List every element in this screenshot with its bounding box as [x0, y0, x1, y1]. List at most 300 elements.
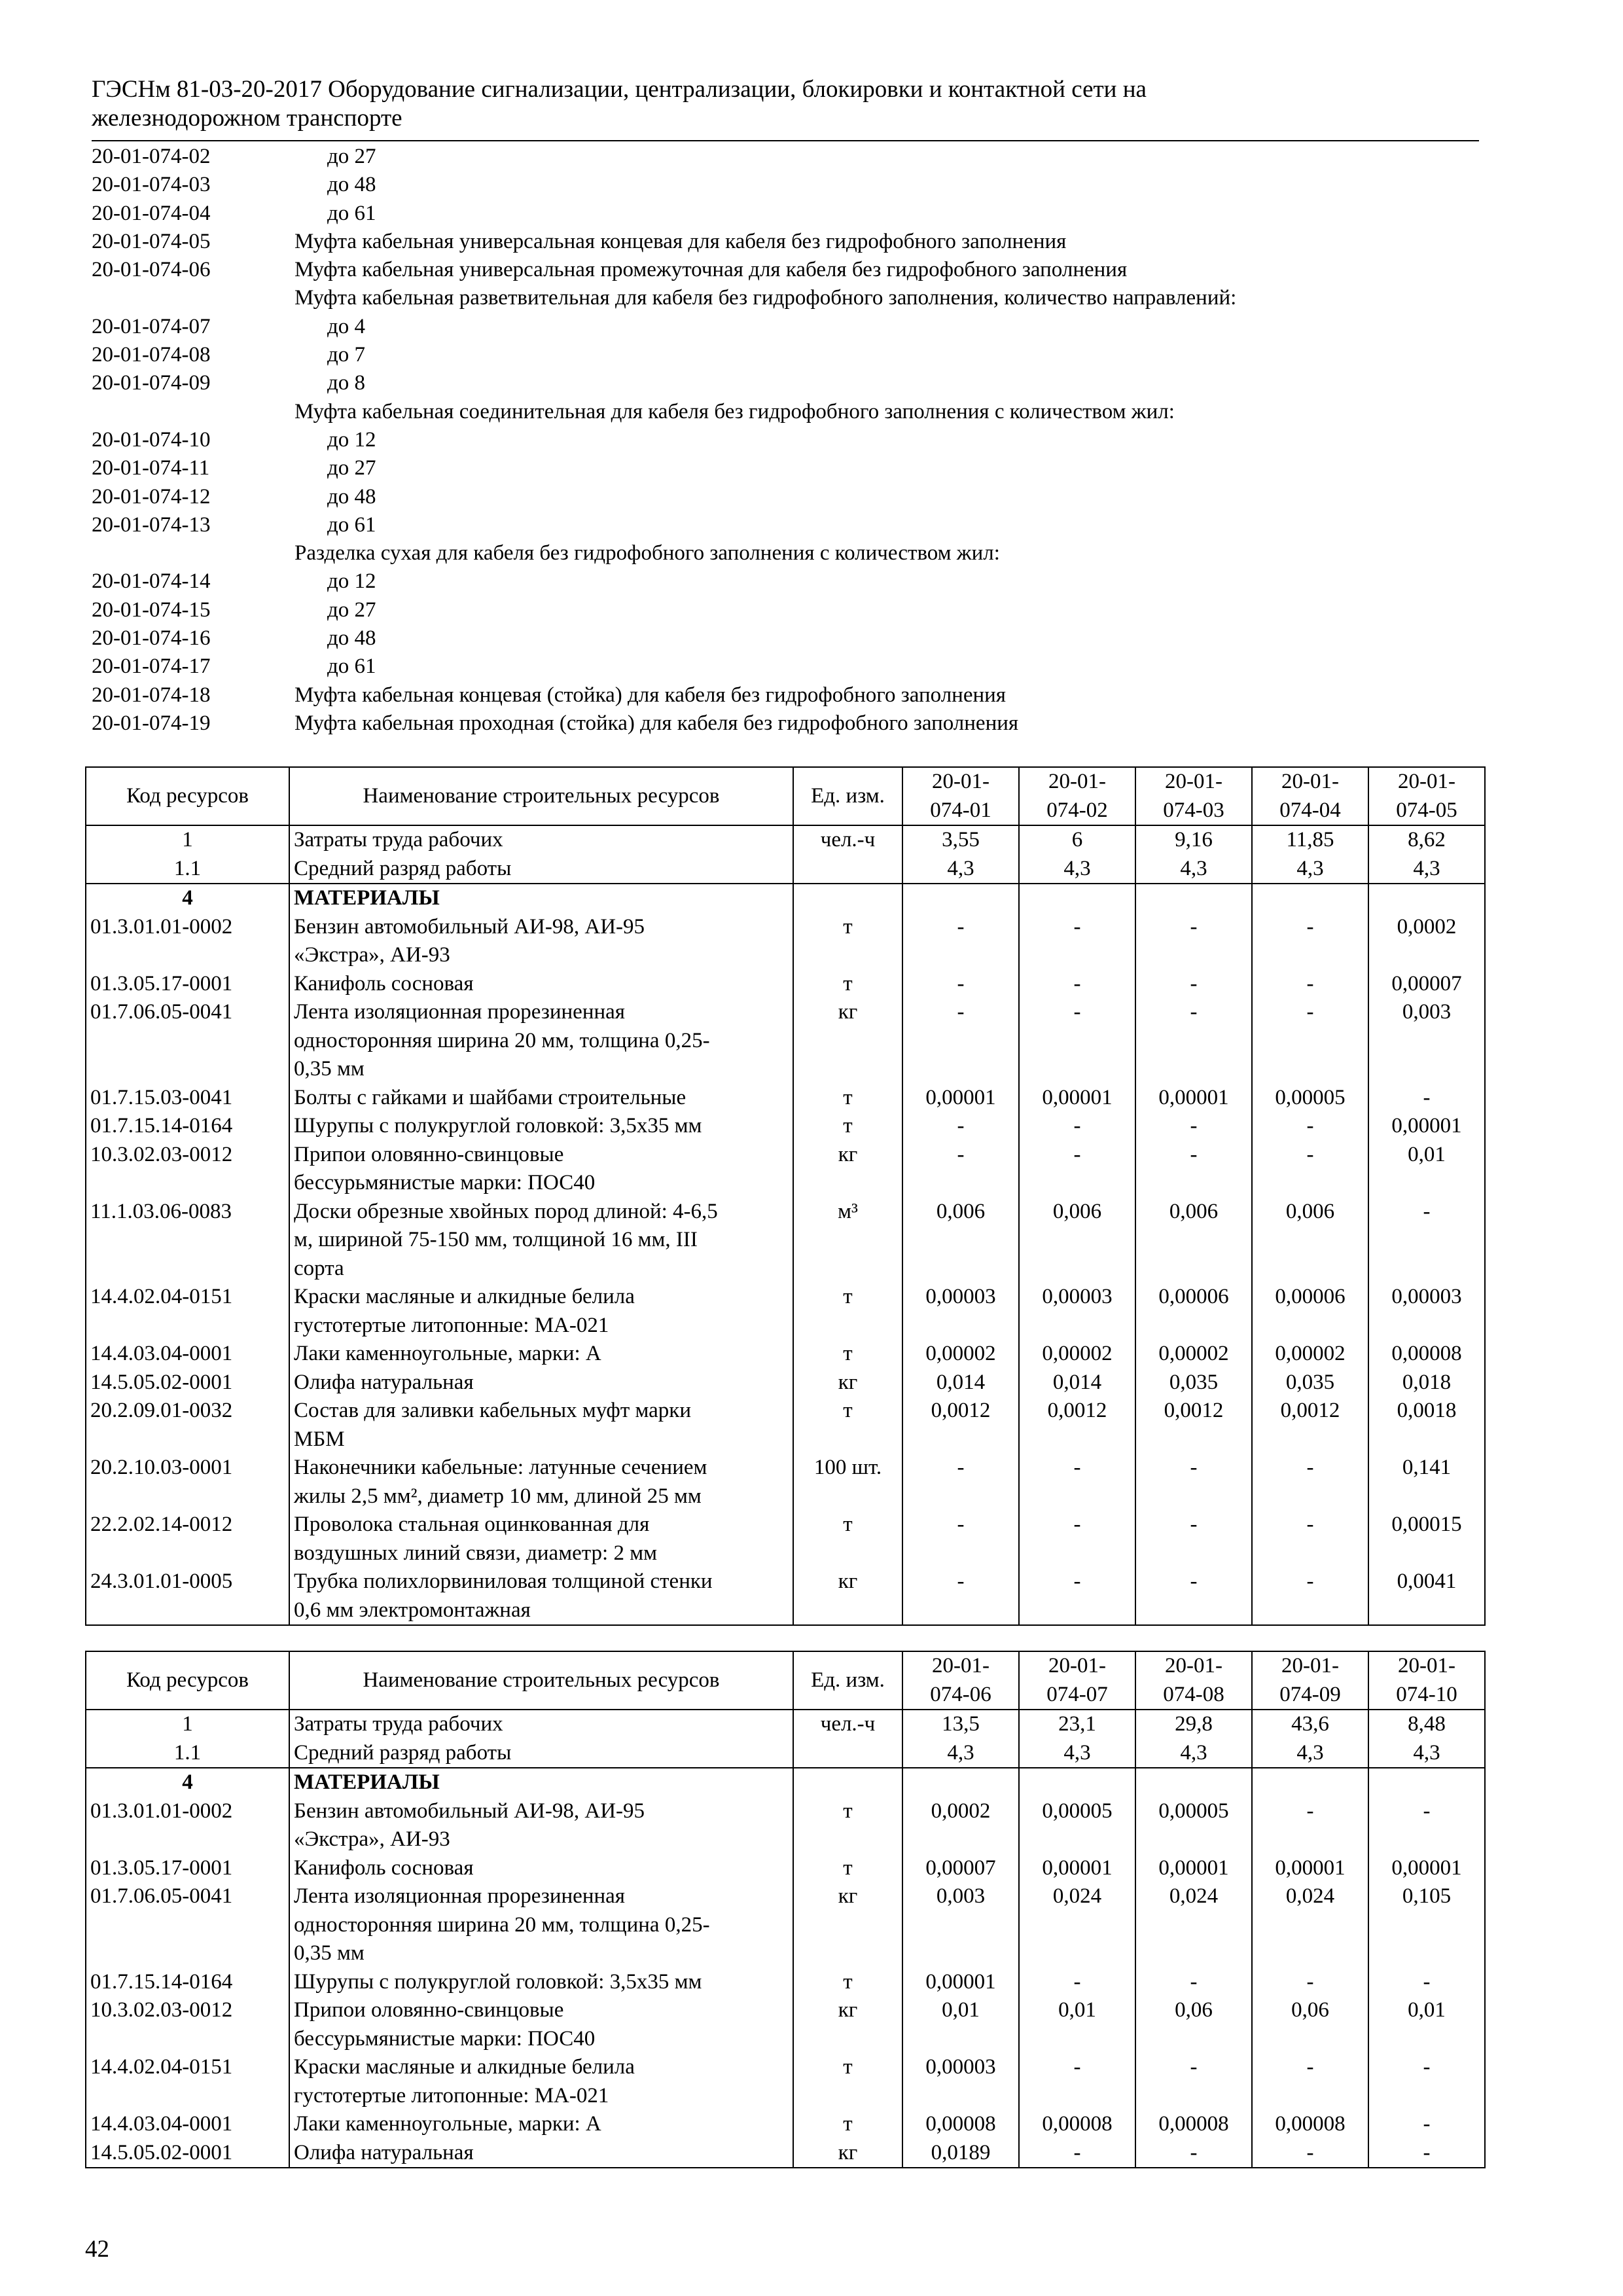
work-name: до 7 [327, 343, 366, 367]
resource-name-line: 0,35 мм [294, 1057, 365, 1081]
resource-value: 0,00007 [1368, 970, 1485, 999]
resource-value: 0,00005 [1135, 1797, 1252, 1854]
column-code-line-1: 20-01- [932, 1654, 990, 1677]
resource-unit [793, 855, 902, 884]
resource-value: - [1135, 1968, 1252, 1997]
resource-code: 1.1 [86, 1739, 289, 1768]
resource-name-line: Олифа натуральная [294, 1370, 474, 1394]
table-row [86, 970, 1485, 999]
resource-value: 0,018 [1368, 1369, 1485, 1397]
resource-name [289, 2139, 793, 2168]
resource-value: 9,16 [1135, 825, 1252, 855]
resource-value: - [902, 1454, 1019, 1511]
column-code-line-2: 074-05 [1396, 798, 1457, 822]
work-code: 20-01-074-08 [92, 343, 211, 367]
work-name: Муфта кабельная универсальная промежуточная для кабеля без гидрофобного заполнения [294, 258, 1128, 282]
resource-value: - [1135, 1112, 1252, 1141]
resource-value: 0,00003 [902, 1283, 1019, 1340]
resource-name-line: Канифоль сосновая [294, 1856, 474, 1880]
table-row [86, 1112, 1485, 1141]
resource-value: - [1019, 1968, 1135, 1997]
table-row [86, 1568, 1485, 1625]
resource-value: 0,006 [1135, 1198, 1252, 1283]
resource-name-line: МБМ [294, 1427, 345, 1451]
work-name: Муфта кабельная универсальная концевая для кабеля без гидрофобного заполнения [294, 229, 1067, 253]
resource-value: 0,0012 [1019, 1397, 1135, 1454]
resource-value: 0,00001 [1252, 1854, 1368, 1883]
table-row [86, 1084, 1485, 1113]
work-name: до 27 [327, 145, 376, 168]
resource-name-line: Шурупы с полукруглой головкой: 3,5х35 мм [294, 1969, 702, 1994]
resource-value: 0,00008 [1252, 2110, 1368, 2139]
resource-value: - [1252, 1797, 1368, 1854]
table-row [86, 1968, 1485, 1997]
resource-value: 0,00003 [902, 2053, 1019, 2110]
resource-name [289, 1198, 793, 1283]
table-row [86, 1882, 1485, 1968]
resource-name-line: МАТЕРИАЛЫ [294, 1770, 440, 1794]
resource-value: 0,00001 [1368, 1854, 1485, 1883]
resource-value: - [1019, 1568, 1135, 1625]
column-code-line-2: 074-06 [930, 1682, 991, 1706]
resource-value: 6 [1019, 825, 1135, 855]
work-item [92, 653, 1479, 681]
resource-name-line: жилы 2,5 мм², диаметр 10 мм, длиной 25 мм [294, 1484, 702, 1508]
header-column [1368, 767, 1485, 825]
resource-value: - [1135, 998, 1252, 1084]
resource-name [289, 1968, 793, 1997]
resource-value: 0,006 [1019, 1198, 1135, 1283]
work-item [92, 143, 1479, 171]
resource-code: 01.7.15.03-0041 [86, 1084, 289, 1113]
resource-value: 0,0002 [902, 1797, 1019, 1854]
resource-name [289, 1882, 793, 1968]
resource-code: 01.7.06.05-0041 [86, 998, 289, 1084]
work-name: до 61 [327, 655, 376, 679]
column-code-line-2: 074-07 [1046, 1682, 1108, 1706]
column-code-line-2: 074-02 [1046, 798, 1108, 822]
resource-unit [793, 1739, 902, 1768]
resource-name-line: м, шириной 75-150 мм, толщиной 16 мм, III [294, 1228, 698, 1251]
resource-unit [793, 1768, 902, 1797]
resource-value: 0,003 [902, 1882, 1019, 1968]
resource-unit: кг [793, 1882, 902, 1968]
resource-code: 01.3.01.01-0002 [86, 913, 289, 970]
work-item [92, 313, 1479, 341]
resource-value: - [902, 1112, 1019, 1141]
resource-value: 4,3 [1252, 855, 1368, 884]
works-list [92, 143, 1479, 738]
table-row [86, 2053, 1485, 2110]
resource-value [1368, 1768, 1485, 1797]
resource-value: 0,00005 [1019, 1797, 1135, 1854]
header-column [1252, 1651, 1368, 1710]
resource-name-line: Состав для заливки кабельных муфт марки [294, 1399, 691, 1422]
resource-value: 11,85 [1252, 825, 1368, 855]
column-code-line-2: 074-09 [1279, 1682, 1341, 1706]
resource-unit: 100 шт. [793, 1454, 902, 1511]
resource-unit: чел.-ч [793, 825, 902, 855]
work-code: 20-01-074-17 [92, 655, 211, 679]
resource-value: - [902, 1568, 1019, 1625]
work-item [92, 624, 1479, 653]
resource-value [1019, 1768, 1135, 1797]
resource-unit: т [793, 970, 902, 999]
resources-table-2 [85, 1651, 1486, 2168]
resource-value: 0,06 [1252, 1996, 1368, 2053]
resource-value: 4,3 [1135, 855, 1252, 884]
table-row [86, 1854, 1485, 1883]
work-name: Муфта кабельная разветвительная для кабеля без гидрофобного заполнения, количество направлений: [294, 286, 1237, 310]
table-row [86, 1283, 1485, 1340]
work-name: Муфта кабельная соединительная для кабеля без гидрофобного заполнения с количеством жил: [294, 399, 1175, 423]
resource-code: 4 [86, 884, 289, 913]
resource-value: - [1019, 998, 1135, 1084]
resource-value: 0,0189 [902, 2139, 1019, 2168]
resource-name-line: Бензин автомобильный АИ-98, АИ-95 [294, 1799, 645, 1823]
resource-code: 01.7.06.05-0041 [86, 1882, 289, 1968]
resource-value: - [1135, 2139, 1252, 2168]
table-row [86, 855, 1485, 884]
resource-value: - [1252, 1511, 1368, 1568]
resource-unit: т [793, 913, 902, 970]
work-code: 20-01-074-16 [92, 626, 211, 651]
resource-unit: т [793, 1968, 902, 1997]
resource-value: - [1135, 1141, 1252, 1198]
table-header-row [86, 1651, 1485, 1710]
resource-value: - [1019, 2139, 1135, 2168]
resource-value: 0,006 [902, 1198, 1019, 1283]
header-unit: Ед. изм. [793, 1651, 902, 1710]
resource-name-line: Болты с гайками и шайбами строительные [294, 1085, 687, 1109]
table-row [86, 1768, 1485, 1797]
resource-unit: кг [793, 1141, 902, 1198]
header-name: Наименование строительных ресурсов [289, 1651, 793, 1710]
resource-unit [793, 884, 902, 913]
resource-value: 0,00003 [1368, 1283, 1485, 1340]
resource-value: - [1252, 2053, 1368, 2110]
resource-value: - [1252, 970, 1368, 999]
resource-code: 10.3.02.03-0012 [86, 1996, 289, 2053]
resource-name-line: «Экстра», АИ-93 [294, 943, 450, 967]
resource-name-line: Проволока стальная оцинкованная для [294, 1513, 650, 1536]
resource-code: 1.1 [86, 855, 289, 884]
table-row [86, 1797, 1485, 1854]
work-code: 20-01-074-02 [92, 145, 211, 168]
resource-value [1135, 884, 1252, 913]
table-row [86, 1198, 1485, 1283]
resource-value: - [1019, 1511, 1135, 1568]
work-name: до 27 [327, 598, 376, 622]
resource-value: 0,01 [902, 1996, 1019, 2053]
resource-value: 0,00007 [902, 1854, 1019, 1883]
header-column [902, 1651, 1019, 1710]
resource-name [289, 1768, 793, 1797]
resource-name [289, 913, 793, 970]
resource-value: 0,00001 [902, 1084, 1019, 1113]
resource-name-line: Затраты труда рабочих [294, 1712, 503, 1736]
work-code: 20-01-074-06 [92, 258, 211, 282]
page-header [92, 75, 1479, 133]
resource-value: 4,3 [1135, 1739, 1252, 1768]
resource-name [289, 1340, 793, 1369]
resource-value: 0,003 [1368, 998, 1485, 1084]
resource-name-line: Лента изоляционная прорезиненная [294, 1000, 625, 1024]
resource-name [289, 825, 793, 855]
resource-value: 0,00006 [1135, 1283, 1252, 1340]
column-code-line-2: 074-08 [1163, 1682, 1224, 1706]
resource-name-line: односторонняя ширина 20 мм, толщина 0,25- [294, 1912, 710, 1937]
resource-name-line: Доски обрезные хвойных пород длиной: 4-6,5 [294, 1199, 718, 1223]
resource-name [289, 1568, 793, 1625]
resource-value: 0,0018 [1368, 1397, 1485, 1454]
resource-value: 43,6 [1252, 1710, 1368, 1739]
resource-unit: т [793, 1797, 902, 1854]
resource-name-line: густотертые литопонные: МА-021 [294, 1313, 609, 1337]
work-code: 20-01-074-11 [92, 456, 210, 480]
work-name: до 8 [327, 371, 366, 395]
resource-unit: т [793, 2110, 902, 2139]
resource-value [1135, 1768, 1252, 1797]
column-code-line-2: 074-04 [1279, 798, 1341, 822]
work-name: до 61 [327, 201, 376, 225]
work-item [92, 369, 1479, 397]
work-name: Муфта кабельная проходная (стойка) для кабеля без гидрофобного заполнения [294, 711, 1019, 735]
table-row [86, 1369, 1485, 1397]
resource-name-line: Припои оловянно-свинцовые [294, 1998, 564, 2022]
resource-unit: т [793, 1511, 902, 1568]
table-row [86, 1397, 1485, 1454]
resource-value: 0,06 [1135, 1996, 1252, 2053]
resource-value: 0,00003 [1019, 1283, 1135, 1340]
resource-value: 0,00002 [902, 1340, 1019, 1369]
resource-name-line: Средний разряд работы [294, 856, 512, 880]
header-column [1252, 767, 1368, 825]
resource-name [289, 998, 793, 1084]
resource-name [289, 1112, 793, 1141]
resource-code: 01.3.05.17-0001 [86, 1854, 289, 1883]
resource-value: 29,8 [1135, 1710, 1252, 1739]
resource-name [289, 1397, 793, 1454]
resource-unit: т [793, 1340, 902, 1369]
resource-value: 4,3 [902, 855, 1019, 884]
resource-name-line: Шурупы с полукруглой головкой: 3,5х35 мм [294, 1114, 702, 1138]
resource-value: 0,024 [1019, 1882, 1135, 1968]
resource-name [289, 1511, 793, 1568]
work-name: Муфта кабельная концевая (стойка) для кабеля без гидрофобного заполнения [294, 683, 1006, 707]
work-code: 20-01-074-19 [92, 711, 211, 735]
header-name: Наименование строительных ресурсов [289, 767, 793, 825]
work-code: 20-01-074-03 [92, 173, 211, 197]
resource-name [289, 855, 793, 884]
resource-value: 0,105 [1368, 1882, 1485, 1968]
work-item [92, 200, 1479, 228]
resource-value: - [1252, 1454, 1368, 1511]
resource-value: 0,00001 [1019, 1854, 1135, 1883]
resource-name-line: Краски масляные и алкидные белила [294, 2055, 635, 2079]
resource-value: - [902, 913, 1019, 970]
resource-value: 0,014 [1019, 1369, 1135, 1397]
resource-value: 0,006 [1252, 1198, 1368, 1283]
resource-code: 10.3.02.03-0012 [86, 1141, 289, 1198]
resource-value: - [1019, 913, 1135, 970]
resource-name-line: односторонняя ширина 20 мм, толщина 0,25- [294, 1028, 710, 1052]
resource-value: 0,0012 [1252, 1397, 1368, 1454]
work-name: до 48 [327, 173, 376, 197]
resource-value: 0,00002 [1019, 1340, 1135, 1369]
resource-unit: т [793, 1854, 902, 1883]
resource-value: - [1135, 970, 1252, 999]
resource-value: - [902, 970, 1019, 999]
column-code-line-1: 20-01- [932, 770, 990, 793]
resource-value: 0,00002 [1135, 1340, 1252, 1369]
resource-value: 13,5 [902, 1710, 1019, 1739]
resource-value: 8,62 [1368, 825, 1485, 855]
work-item [92, 341, 1479, 369]
table-row [86, 1996, 1485, 2053]
work-item [92, 681, 1479, 709]
header-title-line-2: железнодорожном транспорте [92, 105, 402, 132]
resource-code: 24.3.01.01-0005 [86, 1568, 289, 1625]
resource-value: 4,3 [1368, 1739, 1485, 1768]
resource-code: 22.2.02.14-0012 [86, 1511, 289, 1568]
work-item [92, 539, 1479, 567]
resource-unit: кг [793, 2139, 902, 2168]
header-rule [92, 140, 1479, 141]
resource-code: 14.4.03.04-0001 [86, 1340, 289, 1369]
resource-value: - [1368, 2110, 1485, 2139]
resource-value: 0,01 [1368, 1141, 1485, 1198]
resource-value: 0,00001 [1135, 1084, 1252, 1113]
resource-code: 20.2.09.01-0032 [86, 1397, 289, 1454]
resource-value: 4,3 [1019, 1739, 1135, 1768]
resource-code: 14.5.05.02-0001 [86, 2139, 289, 2168]
resource-value: - [902, 998, 1019, 1084]
resource-value: 0,00008 [1368, 1340, 1485, 1369]
resource-value: 0,0012 [902, 1397, 1019, 1454]
resource-value: 4,3 [902, 1739, 1019, 1768]
resource-value: 4,3 [1368, 855, 1485, 884]
resource-value: 4,3 [1019, 855, 1135, 884]
resource-value: - [1368, 2139, 1485, 2168]
work-code: 20-01-074-18 [92, 683, 211, 707]
resource-name-line: бессурьмянистые марки: ПОС40 [294, 2026, 596, 2051]
header-column [1019, 1651, 1135, 1710]
table-row [86, 1340, 1485, 1369]
resource-value: - [1252, 1968, 1368, 1997]
header-column [1135, 767, 1252, 825]
work-item [92, 256, 1479, 284]
table-row [86, 1739, 1485, 1768]
resource-value: - [1019, 970, 1135, 999]
resource-value: - [1135, 1454, 1252, 1511]
resource-value: 0,00008 [902, 2110, 1019, 2139]
resource-name [289, 1369, 793, 1397]
resource-name [289, 2110, 793, 2139]
resource-code: 14.4.02.04-0151 [86, 1283, 289, 1340]
work-item [92, 709, 1479, 738]
resource-code: 14.4.03.04-0001 [86, 2110, 289, 2139]
resource-value: - [902, 1511, 1019, 1568]
resource-value: 3,55 [902, 825, 1019, 855]
header-code: Код ресурсов [86, 767, 289, 825]
resources-table-1 [85, 766, 1486, 1626]
resource-value [1252, 1768, 1368, 1797]
resource-code: 4 [86, 1768, 289, 1797]
resource-code: 14.4.02.04-0151 [86, 2053, 289, 2110]
resource-value: - [1019, 2053, 1135, 2110]
column-code-line-1: 20-01- [1281, 770, 1339, 793]
column-code-line-2: 074-03 [1163, 798, 1224, 822]
resource-unit: кг [793, 1369, 902, 1397]
resource-unit: кг [793, 998, 902, 1084]
resource-value: 0,024 [1252, 1882, 1368, 1968]
table-row [86, 913, 1485, 970]
column-code-line-1: 20-01- [1281, 1654, 1339, 1677]
resource-unit: т [793, 2053, 902, 2110]
page-number: 42 [85, 2236, 109, 2263]
resource-value: - [1135, 1568, 1252, 1625]
work-code: 20-01-074-07 [92, 314, 211, 338]
column-code-line-1: 20-01- [1398, 1654, 1455, 1677]
resource-code: 01.7.15.14-0164 [86, 1112, 289, 1141]
resource-value: 0,00001 [1135, 1854, 1252, 1883]
resource-name-line: Наконечники кабельные: латунные сечением [294, 1456, 707, 1479]
resource-value [902, 1768, 1019, 1797]
resource-value: - [1135, 1511, 1252, 1568]
resource-value: 0,00001 [1019, 1084, 1135, 1113]
resource-name-line: МАТЕРИАЛЫ [294, 886, 440, 910]
work-name: до 4 [327, 314, 366, 338]
resource-code: 1 [86, 1710, 289, 1739]
resource-value: - [1252, 913, 1368, 970]
resource-name-line: Олифа натуральная [294, 2140, 474, 2164]
work-item [92, 483, 1479, 511]
column-code-line-1: 20-01- [1398, 770, 1455, 793]
resource-value: - [1368, 1084, 1485, 1113]
header-code: Код ресурсов [86, 1651, 289, 1710]
work-code: 20-01-074-09 [92, 371, 211, 395]
work-name: до 48 [327, 626, 376, 651]
resource-name [289, 1283, 793, 1340]
resource-value: - [1368, 2053, 1485, 2110]
work-item [92, 511, 1479, 539]
resource-value: - [1135, 2053, 1252, 2110]
work-name: до 61 [327, 512, 376, 537]
header-column [1368, 1651, 1485, 1710]
work-code: 20-01-074-14 [92, 569, 211, 594]
resource-value: - [1019, 1141, 1135, 1198]
work-name: до 12 [327, 427, 376, 452]
resource-unit: чел.-ч [793, 1710, 902, 1739]
table-row [86, 998, 1485, 1084]
resource-name [289, 1454, 793, 1511]
resource-value: - [1252, 1568, 1368, 1625]
work-code: 20-01-074-12 [92, 484, 211, 509]
table-header-row [86, 767, 1485, 825]
resource-value: - [1252, 998, 1368, 1084]
resource-name-line: 0,6 мм электромонтажная [294, 1598, 531, 1622]
work-code: 20-01-074-13 [92, 512, 211, 537]
resource-value: - [1252, 1112, 1368, 1141]
resource-unit: кг [793, 1568, 902, 1625]
resource-value: 0,01 [1368, 1996, 1485, 2053]
resource-unit: кг [793, 1996, 902, 2053]
resource-value: 4,3 [1252, 1739, 1368, 1768]
work-code: 20-01-074-15 [92, 598, 211, 622]
column-code-line-2: 074-01 [930, 798, 991, 822]
resource-value: 0,00006 [1252, 1283, 1368, 1340]
